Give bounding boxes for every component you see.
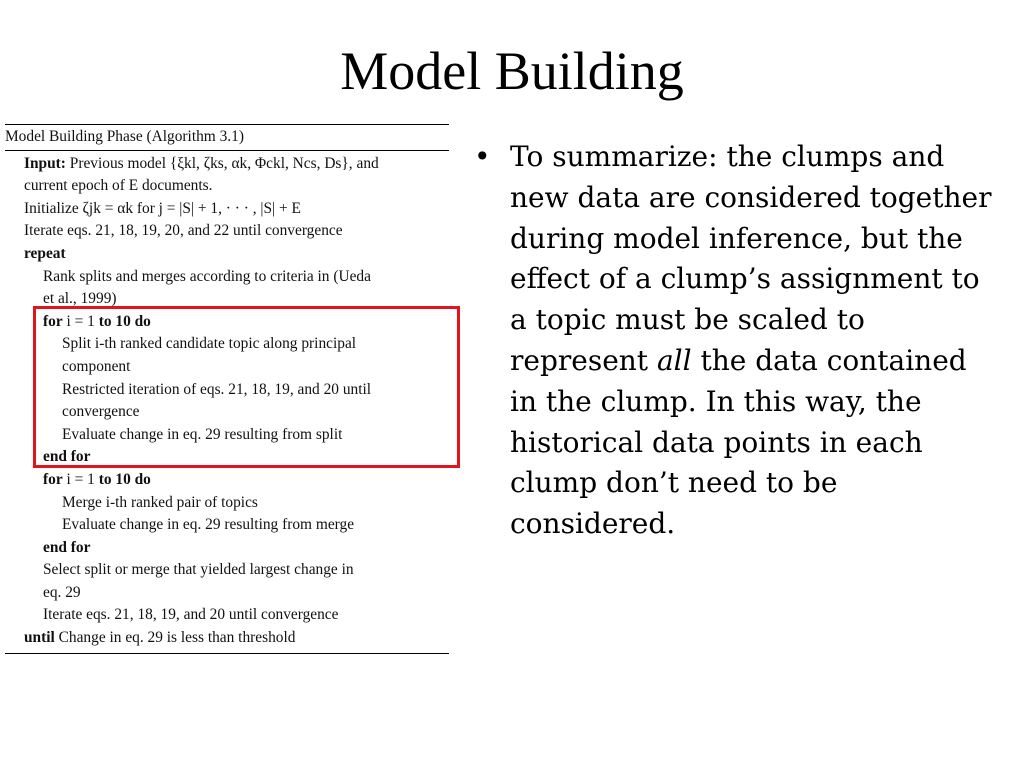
for-range: i = 1 bbox=[62, 470, 99, 488]
algo-line-until bbox=[5, 627, 449, 650]
algo-line-merge: Merge i-th ranked pair of topics bbox=[62, 493, 258, 511]
until-text: Change in eq. 29 is less than threshold bbox=[54, 629, 296, 647]
for-range: i = 1 bbox=[62, 312, 99, 330]
keyword-to-do: to 10 do bbox=[98, 470, 151, 488]
algo-line-eval-merge: Evaluate change in eq. 29 resulting from merge bbox=[62, 516, 355, 534]
keyword-end-for-2: end for bbox=[43, 538, 91, 556]
algo-line-for-2 bbox=[5, 469, 449, 492]
algo-line-restricted-cont: convergence bbox=[62, 403, 140, 421]
bullet-dot-icon: • bbox=[474, 140, 491, 173]
algo-line-select-cont: eq. 29 bbox=[43, 583, 81, 601]
bullet-emphasis: all bbox=[656, 343, 692, 377]
algo-line-rank: Rank splits and merges according to criteria in (Ueda bbox=[43, 267, 371, 285]
keyword-end-for-1: end for bbox=[43, 448, 91, 466]
keyword-until: until bbox=[24, 629, 55, 647]
algo-line-initialize: Initialize ζjk = αk for j = |S| + 1, · · · , |S| + E bbox=[24, 199, 301, 217]
highlight-box bbox=[33, 306, 460, 468]
algorithm-header: Model Building Phase (Algorithm 3.1) bbox=[5, 124, 449, 151]
keyword-for: for bbox=[43, 312, 63, 330]
algo-line-select: Select split or merge that yielded largest change in bbox=[43, 561, 354, 579]
bullet-text bbox=[510, 137, 1000, 545]
algo-line-eval-split: Evaluate change in eq. 29 resulting from split bbox=[62, 425, 343, 443]
algo-line-split: Split i-th ranked candidate topic along principal bbox=[62, 335, 357, 353]
algo-line-iterate-1: Iterate eqs. 21, 18, 19, 20, and 22 until convergence bbox=[24, 222, 343, 240]
slide-title: Model Building bbox=[340, 41, 684, 101]
keyword-repeat: repeat bbox=[24, 244, 66, 262]
bullet-text-before: To summarize: the clumps and new data are considered together during model inference, but the effect of a clump’s assignment to a topic must be scaled to represent bbox=[510, 140, 992, 377]
algo-line-iterate-2: Iterate eqs. 21, 18, 19, and 20 until convergence bbox=[43, 606, 339, 624]
algo-line-split-cont: component bbox=[62, 357, 131, 375]
keyword-input: Input: bbox=[24, 154, 66, 172]
input-text: Previous model {ξkl, ζks, αk, Φckl, Ncs, Ds}, and bbox=[69, 154, 379, 172]
algo-line-rank-cont: et al., 1999) bbox=[43, 290, 117, 308]
keyword-for: for bbox=[43, 470, 63, 488]
algo-line-restricted: Restricted iteration of eqs. 21, 18, 19, and 20 until bbox=[62, 380, 372, 398]
keyword-to-do: to 10 do bbox=[98, 312, 151, 330]
algo-line-input-cont: current epoch of E documents. bbox=[24, 177, 213, 195]
algo-line-input bbox=[5, 153, 449, 176]
bullet-text-after: the data contained in the clump. In this way, the historical data points in each clump don’t need to be considered. bbox=[510, 343, 967, 541]
